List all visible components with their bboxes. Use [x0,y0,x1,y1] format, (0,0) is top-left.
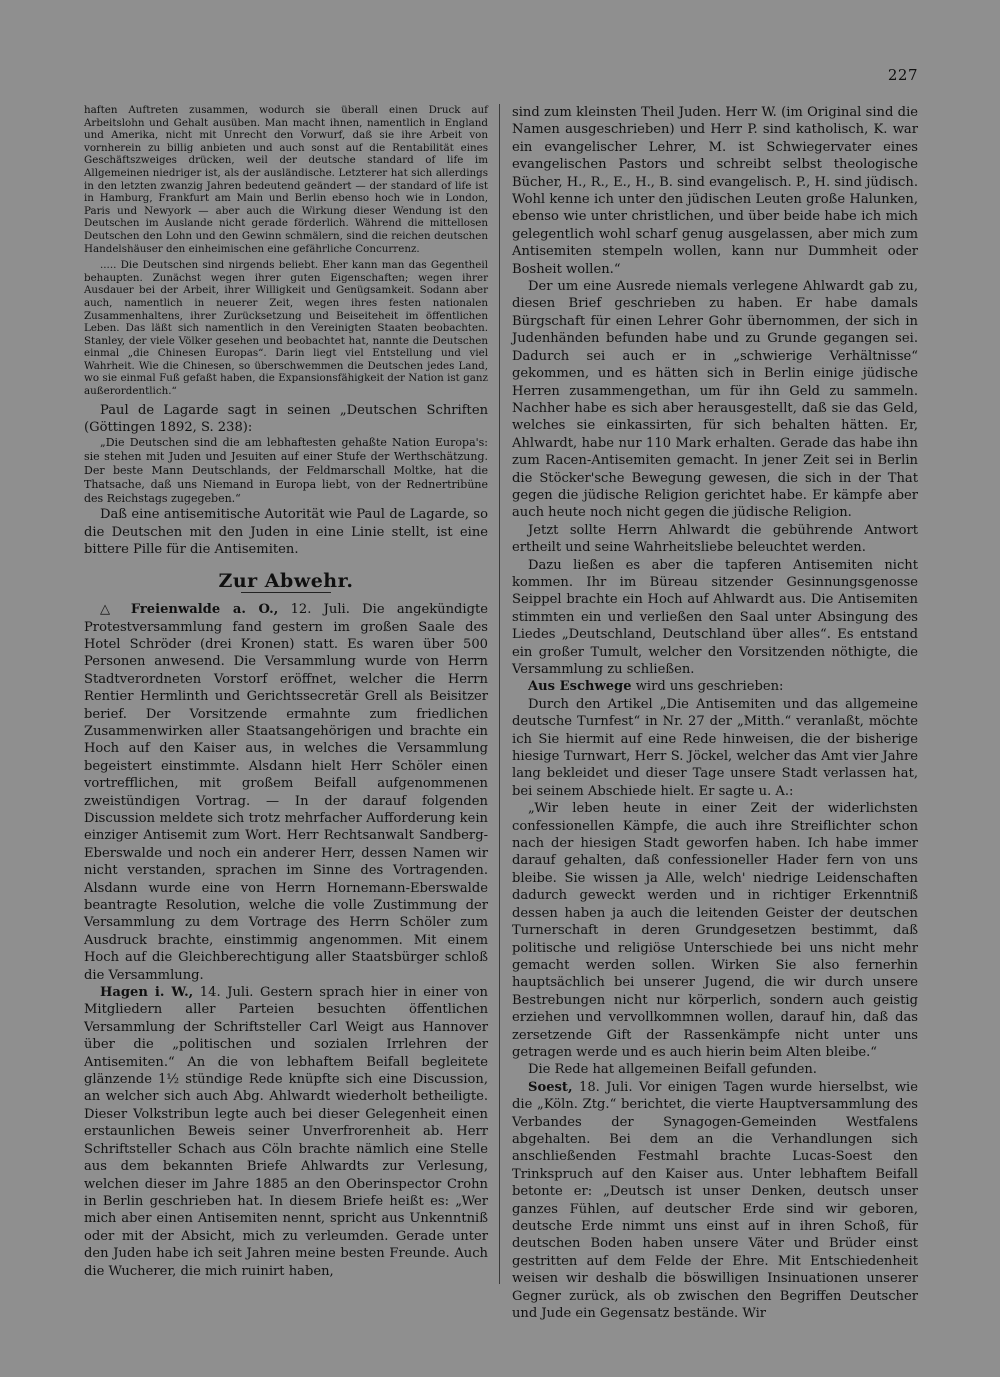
tumult-paragraph: Dazu ließen es aber die tapferen Antisemiten nicht kommen. Ihr im Büreau sitzender Gesinnungsgenosse Seippel brachte ein Hoch auf Ahlwardt aus. Die Antisemiten stimmten ein und verließen den Saal unter Absingung des Liedes „Deutschland, Deutschland über alles“. Es entstand ein großer Tumult, welcher den Vorsitzenden nöthigte, die Versammlung zu schließen. [512,557,918,677]
quote-block: ..... Die Deutschen sind nirgends beliebt. Eher kann man das Gegentheil behaupten. Zunächst wegen ihrer guten Eigenschaften; wegen ihrer Ausdauer bei der Arbeit, ihrer Willigkeit und Genügsamkeit. Sodann aber auch, namentlich in neuerer Zeit, wegen ihres festen nationalen Zusammenhaltens, ihrer Zurücksetzung und Beiseiteheit im öffentlichen Leben. Das läßt sich namentlich in den Vereinigten Staaten beobachten. Stanley, der viele Völker gesehen und beobachtet hat, nannte die Deutschen einmal „die Chinesen Europas“. Darin liegt viel Entstellung und viel Wahrheit. Wie die Chinesen, so überschwemmen die Deutschen jedes Land, wo sie einmal Fuß gefaßt haben, die Expansionsfähigkeit der Nation ist ganz außerordentlich.“ [84,259,488,398]
report-freienwalde [84,601,488,984]
lagarde-comment: Daß eine antisemitische Autorität wie Paul de Lagarde, so die Deutschen mit den Juden in eine Linie stellt, ist eine bittere Pille für die Antisemiten. [84,507,488,558]
report-freienwalde-dateline: △ Freienwalde a. O., [100,602,279,618]
section-heading-text: Zur Abwehr. [218,569,354,592]
eschwege-applause: Die Rede hat allgemeinen Beifall gefunden. [528,1062,817,1078]
left-column [84,104,488,1280]
report-hagen-text: 14. Juli. Gestern sprach hier in einer von Mitgliedern aller Parteien besuchten öffentlichen Versammlung der Schriftsteller Carl Weigt aus Hannover über die „politischen und sozialen Irrlehren der Antisemiten.“ An die von lebhaftem Beifall begleitete glänzende 1½ stündige Rede knüpfte sich eine Discussion, an welcher sich auch Abg. Ahlwardt wiederholt betheiligte. Dieser Volkstribun legte auch bei dieser Gelegenheit einen erstaunlichen Beweis seiner Unverfrorenheit ab. Herr Schriftsteller Schach aus Cöln brachte nämlich eine Stelle aus dem bekannten Briefe Ahlwardts zur Verlesung, welchen dieser im Jahre 1885 an den Oberinspector Crohn in Berlin geschrieben hat. In diesem Briefe heißt es: „Wer mich aber einen Antisemiten nennt, spricht aus Unkenntniß oder mit der Absicht, mich zu verleumden. Gerade unter den Juden habe ich seit Jahren meine besten Freunde. Auch die Wucherer, die mich ruinirt haben, [84,985,488,1279]
eschwege-intro: Durch den Artikel „Die Antisemiten und das allgemeine deutsche Turnfest“ in Nr. 27 der „Mitth.“ veranlaßt, möchte ich Sie hiermit auf eine Rede hinweisen, die der bisherige hiesige Turnwart, Herr S. Jöckel, welcher das Amt vier Jahre lang bekleidet und dieser Tage unsere Stadt verlassen hat, bei seinem Abschiede hielt. Er sagte u. A.: [512,696,918,799]
section-heading [84,569,488,593]
report-eschwege [512,678,918,695]
report-hagen-dateline: Hagen i. W., [100,985,194,1001]
lagarde-intro: Paul de Lagarde sagt in seinen „Deutschen Schriften (Göttingen 1892, S. 238): [84,402,488,436]
reply-paragraph: Jetzt sollte Herrn Ahlwardt die gebührende Antwort ertheilt und seine Wahrheitsliebe beleuchtet werden. [512,522,918,556]
report-hagen [84,984,488,1280]
report-soest [512,1079,918,1323]
eschwege-speech: „Wir leben heute in einer Zeit der widerlichsten confessionellen Kämpfe, die auch ihre Streiflichter schon nach der hiesigen Stadt geworfen haben. Ich habe immer darauf gehalten, daß confessioneller Hader fern von uns bleibe. Sie wissen ja Alle, welch' niedrige Leidenschaften dadurch geweckt werden und in richtiger Erkenntniß dessen haben ja auch die leitenden Geister der deutschen Turnerschaft in deren Grundgesetzen bestimmt, daß politische und religiöse Unterschiede bei uns nicht mehr gemacht werden sollen. Wirken Sie also fernerhin hauptsächlich bei unserer Jugend, die wir durch unsere Bestrebungen nicht nur körperlich, sondern auch geistig erziehen und vervollkommnen wollen, darauf hin, daß das zersetzende Gift der Rassenkämpfe nicht unter uns getragen werde und es auch hierin beim Alten bleibe.“ [512,801,918,1060]
heading-rule [241,592,331,593]
report-freienwalde-text: 12. Juli. Die angekündigte Protestversammlung fand gestern im großen Saale des Hotel Schröder (drei Kronen) statt. Es waren über 500 Personen anwesend. Die Versammlung wurde von Herrn Stadtverordneten Vorstorf eröffnet, welcher die Herrn Rentier Hermlinth und Gerichtssecretär Grell als Beisitzer berief. Der Vorsitzende ermahnte zum friedlichen Zusammenwirken aller Staatsangehörigen und brachte ein Hoch auf den Kaiser aus, in welches die Versammlung begeistert einstimmte. Alsdann hielt Herr Schöler einen vortrefflichen, mit großem Beifall aufgenommenen zweistündigen Vortrag. — In der darauf folgenden Discussion meldete sich trotz mehrfacher Aufforderung kein einziger Antisemit zum Wort. Herr Rechtsanwalt Sandberg-Eberswalde und noch ein anderer Herr, dessen Namen wir nicht verstanden, sprachen im Sinne des Vortragenden. Alsdann wurde eine von Herrn Hornemann-Eberswalde beantragte Resolution, welche die volle Zustimmung der Versammlung zu dem Vortrage des Herrn Schöler zum Ausdruck brachte, einstimmig angenommen. Mit einem Hoch auf die Gleichberechtigung aller Staatsbürger schloß die Versammlung. [84,602,488,983]
article-continuation: haften Auftreten zusammen, wodurch sie überall einen Druck auf Arbeitslohn und Gehalt ausüben. Man macht ihnen, namentlich in England und Amerika, nicht mit Unrecht den Vorwurf, daß sie ihre Arbeit von vornherein zu billig anbieten und auch sonst auf die Rentabilität eines Geschäftszweiges drücken, weil der deutsche standard of life im Allgemeinen niedriger ist, als der ausländische. Letzterer hat sich allerdings in den letzten zwanzig Jahren bedeutend geändert — der standard of life ist in Hamburg, Frankfurt am Main und Berlin ebenso hoch wie in London, Paris und Newyork — aber auch die Wirkung dieser Wendung ist den Deutschen im Auslande nicht gerade förderlich. Während die mittellosen Deutschen den Lohn und den Gewinn schmälern, sind die reichen deutschen Handelshäuser den einheimischen eine gefährliche Concurrenz. [84,104,488,255]
report-soest-text: 18. Juli. Vor einigen Tagen wurde hierselbst, wie die „Köln. Ztg.“ berichtet, die vierte Hauptversammlung des Verbandes der Synagogen-Gemeinden Westfalens abgehalten. Bei dem an die Verhandlungen sich anschließenden Festmahl brachte Lucas-Soest den Trinkspruch auf den Kaiser aus. Unter lebhaftem Beifall betonte er: „Deutsch ist unser Denken, deutsch unser ganzes Fühlen, auf deutscher Erde sind wir geboren, deutsche Erde nimmt uns einst auf in ihren Schoß, für deutschen Boden haben unsere Väter und Brüder einst gestritten auf dem Felde der Ehre. Mit Entschiedenheit weisen wir deshalb die böswilligen Insinuationen unserer Gegner zurück, als ob zwischen den Begriffen Deutscher und Jude ein Gegensatz bestände. Wir [512,1079,918,1322]
letter-continuation: sind zum kleinsten Theil Juden. Herr W. (im Original sind die Namen ausgeschrieben) und Herr P. sind katholisch, K. war ein evangelischer Lehrer, M. ist Schwiegervater eines evangelischen Pastors und schreibt selbst theologische Bücher, H., R., E., H., B. sind evangelisch. P., H. sind jüdisch. Wohl kenne ich unter den jüdischen Leuten große Halunken, ebenso wie unter christlichen, und über beide habe ich mich gelegentlich wohl scharf genug ausgelassen, aber mich zum Antisemiten stempeln wollen, kann nur Dummheit oder Bosheit wollen.“ [512,105,918,277]
page-number: 227 [887,66,918,84]
right-column [512,104,918,1322]
report-eschwege-dateline: Aus Eschwege [528,679,632,695]
report-soest-dateline: Soest, [528,1079,573,1095]
column-divider [499,104,500,1284]
ahlwardt-excuse: Der um eine Ausrede niemals verlegene Ahlwardt gab zu, diesen Brief geschrieben zu haben. Er habe damals Bürgschaft für einen Lehrer Gohr übernommen, der sich in Judenhänden befunden habe und zu Grunde gegangen sei. Dadurch sei auch er in „schwierige Verhältnisse“ gekommen, und es hätten sich in Berlin einige jüdische Herren zusammengethan, um für ihn Geld zu sammeln. Nachher habe es sich aber herausgestellt, daß sie das Geld, welches sie einkassirten, für sich behalten hätten. Er, Ahlwardt, habe nur 110 Mark erhalten. Gerade das habe ihn zum Racen-Antisemiten gemacht. In jener Zeit sei in Berlin die Stöcker'sche Bewegung gewesen, die sich in der That gegen die jüdische Religion gerichtet habe. Er kämpfe aber auch heute noch nicht gegen die jüdische Religion. [512,279,918,521]
report-eschwege-text: wird uns geschrieben: [635,679,784,695]
lagarde-quote: „Die Deutschen sind die am lebhaftesten gehaßte Nation Europa's: sie stehen mit Juden und Jesuiten auf einer Stufe der Werthschätzung. Der beste Mann Deutschlands, der Feldmarschall Moltke, hat die Thatsache, daß uns Niemand in Europa liebt, von der Rednertribüne des Reichstags zugegeben.“ [84,436,488,506]
